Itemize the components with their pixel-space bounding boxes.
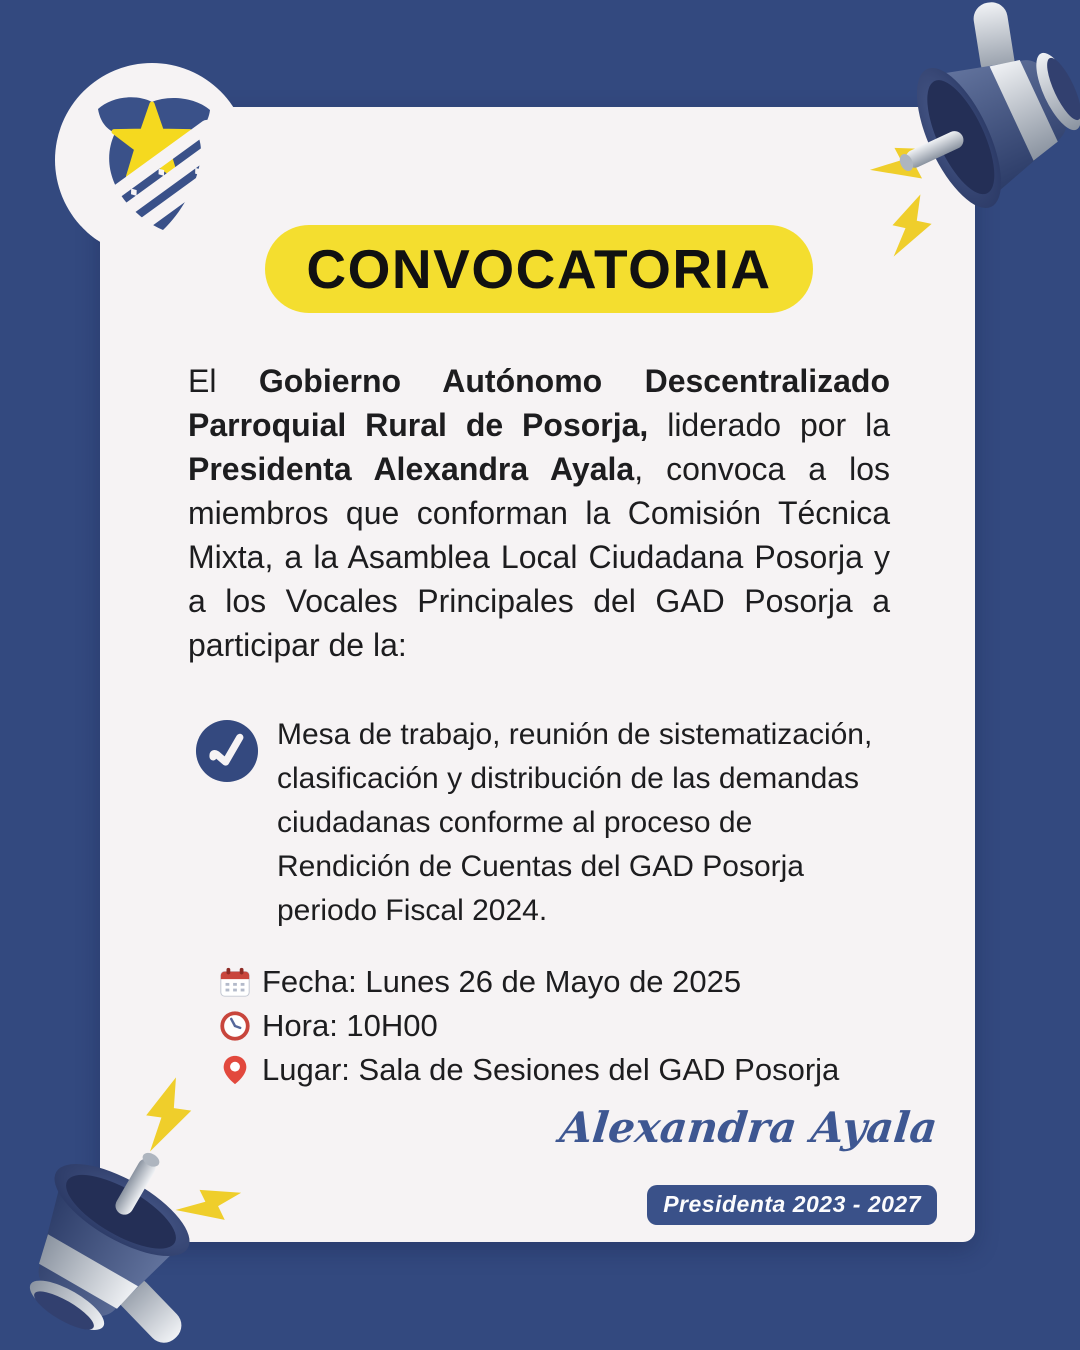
agenda-item	[195, 713, 935, 933]
detail-row-time	[218, 1007, 839, 1045]
detail-row-location	[218, 1051, 839, 1089]
clock-icon	[218, 1009, 252, 1043]
event-location: Lugar: Sala de Sesiones del GAD Posorja	[262, 1052, 840, 1087]
title-pill	[265, 225, 813, 313]
signature-name: Alexandra Ayala	[557, 1103, 940, 1152]
event-time: Hora: 10H00	[262, 1008, 438, 1043]
megaphone-icon	[0, 1060, 300, 1350]
agenda-line: periodo Fiscal 2024.	[277, 894, 548, 927]
event-date: Fecha: Lunes 26 de Mayo de 2025	[262, 964, 742, 999]
gad-posorja-logo	[52, 60, 252, 260]
president-term-label: Presidenta 2023 - 2027	[663, 1191, 921, 1217]
intro-bold-institution: Gobierno Autónomo Descentralizado Parroquial Rural de Posorja,	[188, 363, 891, 443]
intro-text: liderado por la	[648, 407, 891, 443]
lightning-bolt-icon	[141, 1074, 195, 1156]
calendar-icon	[218, 965, 252, 999]
intro-bold-president: Presidenta Alexandra Ayala	[188, 451, 635, 487]
detail-row-date	[218, 963, 839, 1001]
lightning-bolt-icon	[886, 190, 937, 263]
agenda-line: Rendición de Cuentas del GAD Posorja	[277, 850, 804, 883]
agenda-line: clasificación y distribución de las demandas	[277, 762, 859, 795]
megaphone-icon	[830, 0, 1080, 280]
agenda-line: ciudadanas conforme al proceso de	[277, 806, 753, 839]
checkmark-icon	[195, 719, 259, 783]
agenda-text	[277, 713, 872, 933]
intro-text: El	[188, 363, 259, 399]
agenda-line: Mesa de trabajo, reunión de sistematización,	[277, 718, 873, 751]
event-details	[218, 963, 839, 1095]
page-title: CONVOCATORIA	[306, 238, 772, 300]
intro-paragraph	[188, 359, 890, 667]
intro-text: , convoca a los miembros que conforman la Comisión Técnica Mixta, a la Asamblea Local Ciudadana Posorja y a los Vocales Principales del GAD Posorja a participar de la:	[188, 451, 891, 663]
president-term-badge	[647, 1185, 937, 1225]
